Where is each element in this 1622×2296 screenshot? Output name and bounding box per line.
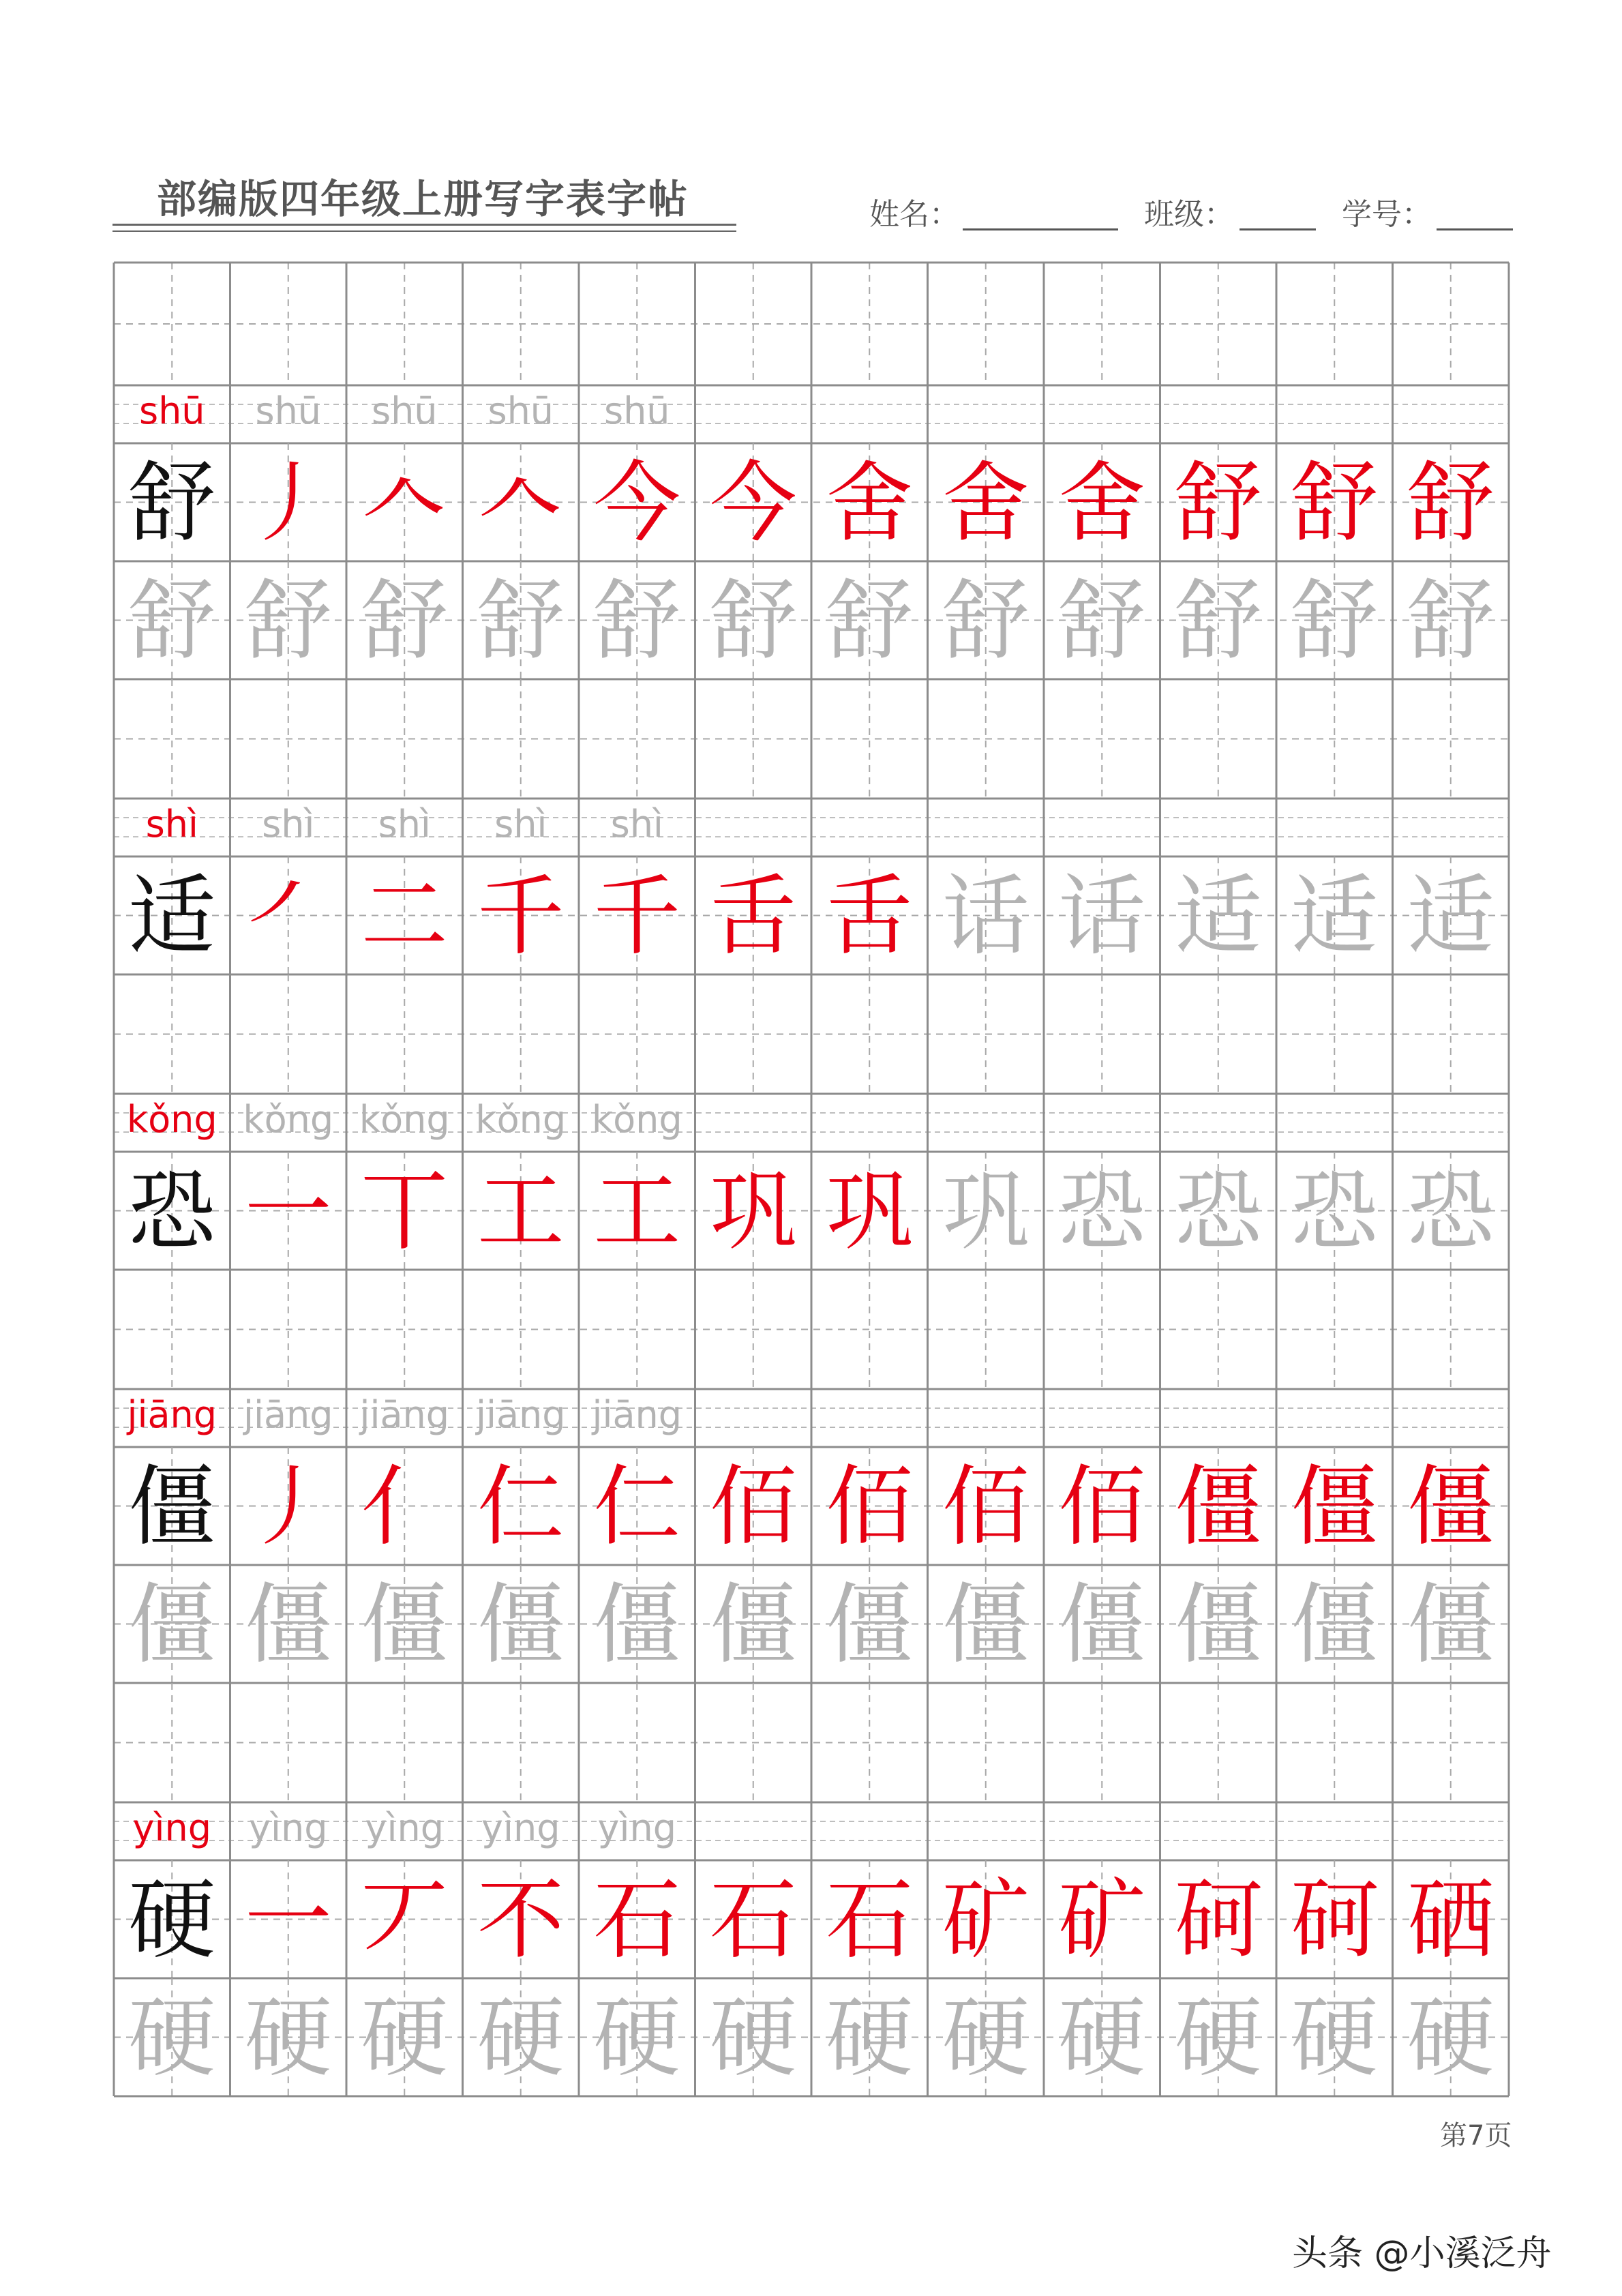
pinyin-label: shū bbox=[487, 389, 554, 433]
trace-character: 硬 bbox=[1407, 1987, 1495, 2089]
trace-character: 恐 bbox=[1058, 1161, 1146, 1263]
trace-character: 𠆢 bbox=[361, 452, 449, 554]
trace-character: 舒 bbox=[942, 570, 1030, 672]
trace-character: 佰 bbox=[709, 1456, 797, 1558]
trace-character: 舍 bbox=[826, 452, 914, 554]
trace-character: 不 bbox=[477, 1869, 565, 1971]
trace-character: 舒 bbox=[593, 570, 681, 672]
trace-character: 石 bbox=[709, 1869, 797, 1971]
trace-character: 砢 bbox=[1174, 1869, 1262, 1971]
pinyin-label: shì bbox=[262, 803, 315, 846]
trace-character: 矿 bbox=[1058, 1869, 1146, 1971]
trace-character: 僵 bbox=[1407, 1456, 1495, 1558]
trace-character: 舒 bbox=[1174, 570, 1262, 672]
trace-character: 亻 bbox=[361, 1456, 449, 1558]
trace-character: 舒 bbox=[1407, 570, 1495, 672]
pinyin-label: jiāng bbox=[127, 1393, 217, 1437]
model-character: 恐 bbox=[128, 1161, 216, 1263]
pinyin-label: kǒng bbox=[475, 1098, 567, 1142]
trace-character: 硬 bbox=[1291, 1987, 1379, 2089]
trace-character: 舒 bbox=[1058, 570, 1146, 672]
trace-character: 石 bbox=[826, 1869, 914, 1971]
pinyin-label: jiāng bbox=[359, 1393, 450, 1437]
trace-character: 今 bbox=[709, 452, 797, 554]
trace-character: 砢 bbox=[1291, 1869, 1379, 1971]
pinyin-label: kǒng bbox=[359, 1098, 450, 1142]
trace-character: 僵 bbox=[1058, 1574, 1146, 1676]
trace-character: 僵 bbox=[942, 1574, 1030, 1676]
watermark: 头条 @小溪泛舟 bbox=[1292, 2233, 1552, 2274]
trace-character: 舌 bbox=[826, 865, 914, 968]
trace-character: 丿 bbox=[244, 1456, 332, 1558]
trace-character: 硬 bbox=[826, 1987, 914, 2089]
model-character: 适 bbox=[128, 865, 216, 968]
trace-character: 僵 bbox=[1174, 1456, 1262, 1558]
model-character: 硬 bbox=[128, 1869, 216, 1971]
trace-character: 丿 bbox=[244, 452, 332, 554]
trace-character: 硬 bbox=[361, 1987, 449, 2089]
trace-character: 舒 bbox=[709, 570, 797, 672]
trace-character: 僵 bbox=[477, 1574, 565, 1676]
trace-character: 硬 bbox=[1174, 1987, 1262, 2089]
pinyin-label: shì bbox=[610, 803, 663, 846]
pinyin-label: shì bbox=[494, 803, 547, 846]
trace-character: 舒 bbox=[1407, 452, 1495, 554]
trace-character: 舒 bbox=[361, 570, 449, 672]
pinyin-label: yìng bbox=[249, 1806, 328, 1850]
trace-character: 话 bbox=[942, 865, 1030, 968]
pinyin-label: kǒng bbox=[591, 1098, 682, 1142]
trace-character: 硬 bbox=[709, 1987, 797, 2089]
trace-character: 舒 bbox=[244, 570, 332, 672]
trace-character: 恐 bbox=[1407, 1161, 1495, 1263]
model-character: 舒 bbox=[128, 452, 216, 554]
trace-character: 巩 bbox=[942, 1161, 1030, 1263]
trace-character: ㇒ bbox=[244, 865, 332, 968]
trace-character: 僵 bbox=[1291, 1574, 1379, 1676]
trace-character: 舒 bbox=[1291, 452, 1379, 554]
trace-character: 僵 bbox=[1407, 1574, 1495, 1676]
trace-character: 硬 bbox=[244, 1987, 332, 2089]
trace-character: 硒 bbox=[1407, 1869, 1495, 1971]
pinyin-label: yìng bbox=[481, 1806, 560, 1850]
trace-character: 巩 bbox=[709, 1161, 797, 1263]
trace-character: 恐 bbox=[1174, 1161, 1262, 1263]
trace-character: 话 bbox=[1058, 865, 1146, 968]
trace-character: 适 bbox=[1174, 865, 1262, 968]
trace-character: 僵 bbox=[244, 1574, 332, 1676]
trace-character: 𠆢 bbox=[477, 452, 565, 554]
id-label: 学号： bbox=[1342, 197, 1432, 232]
pinyin-label: shì bbox=[378, 803, 431, 846]
trace-character: 千 bbox=[477, 865, 565, 968]
trace-character: 适 bbox=[1407, 865, 1495, 968]
trace-character: 适 bbox=[1291, 865, 1379, 968]
model-character: 僵 bbox=[128, 1456, 216, 1558]
trace-character: 舒 bbox=[477, 570, 565, 672]
trace-character: 仁 bbox=[593, 1456, 681, 1558]
trace-character: 二 bbox=[361, 865, 449, 968]
trace-character: 舍 bbox=[942, 452, 1030, 554]
trace-character: 僵 bbox=[1174, 1574, 1262, 1676]
pinyin-label: shì bbox=[145, 803, 198, 846]
trace-character: 千 bbox=[593, 865, 681, 968]
trace-character: 巩 bbox=[826, 1161, 914, 1263]
page-number: 第7页 bbox=[1440, 2120, 1512, 2151]
trace-character: 佰 bbox=[1058, 1456, 1146, 1558]
trace-character: 佰 bbox=[942, 1456, 1030, 1558]
trace-character: 一 bbox=[244, 1869, 332, 1971]
trace-character: 仁 bbox=[477, 1456, 565, 1558]
pinyin-label: shū bbox=[371, 389, 438, 433]
trace-character: 舒 bbox=[1291, 570, 1379, 672]
pinyin-label: jiāng bbox=[592, 1393, 682, 1437]
trace-character: 僵 bbox=[128, 1574, 216, 1676]
pinyin-label: yìng bbox=[365, 1806, 444, 1850]
trace-character: 僵 bbox=[361, 1574, 449, 1676]
trace-character: 丅 bbox=[361, 1161, 449, 1263]
trace-character: 舍 bbox=[1058, 452, 1146, 554]
trace-character: 恐 bbox=[1291, 1161, 1379, 1263]
trace-character: 僵 bbox=[826, 1574, 914, 1676]
trace-character: 僵 bbox=[1291, 1456, 1379, 1558]
trace-character: 舌 bbox=[709, 865, 797, 968]
trace-character: 舒 bbox=[1174, 452, 1262, 554]
trace-character: 佰 bbox=[826, 1456, 914, 1558]
trace-character: 今 bbox=[593, 452, 681, 554]
pinyin-label: kǒng bbox=[126, 1098, 217, 1142]
trace-character: 舒 bbox=[826, 570, 914, 672]
trace-character: 硬 bbox=[1058, 1987, 1146, 2089]
trace-character: 丆 bbox=[361, 1869, 449, 1971]
trace-character: 石 bbox=[593, 1869, 681, 1971]
page-title: 部编版四年级上册写字表字帖 bbox=[157, 176, 689, 222]
trace-character: 僵 bbox=[709, 1574, 797, 1676]
pinyin-label: yìng bbox=[597, 1806, 676, 1850]
pinyin-label: jiāng bbox=[243, 1393, 333, 1437]
trace-character: 工 bbox=[477, 1161, 565, 1263]
trace-character: 一 bbox=[244, 1161, 332, 1263]
pinyin-label: yìng bbox=[132, 1806, 211, 1850]
pinyin-label: kǒng bbox=[243, 1098, 334, 1142]
trace-character: 矿 bbox=[942, 1869, 1030, 1971]
pinyin-label: shū bbox=[255, 389, 322, 433]
name-label: 姓名： bbox=[869, 197, 959, 232]
trace-character: 硬 bbox=[128, 1987, 216, 2089]
trace-character: 硬 bbox=[593, 1987, 681, 2089]
trace-character: 僵 bbox=[593, 1574, 681, 1676]
trace-character: 工 bbox=[593, 1161, 681, 1263]
trace-character: 硬 bbox=[477, 1987, 565, 2089]
trace-character: 舒 bbox=[128, 570, 216, 672]
class-label: 班级： bbox=[1144, 197, 1234, 232]
pinyin-label: jiāng bbox=[475, 1393, 566, 1437]
pinyin-label: shū bbox=[138, 389, 205, 433]
pinyin-label: shū bbox=[603, 389, 670, 433]
trace-character: 硬 bbox=[942, 1987, 1030, 2089]
